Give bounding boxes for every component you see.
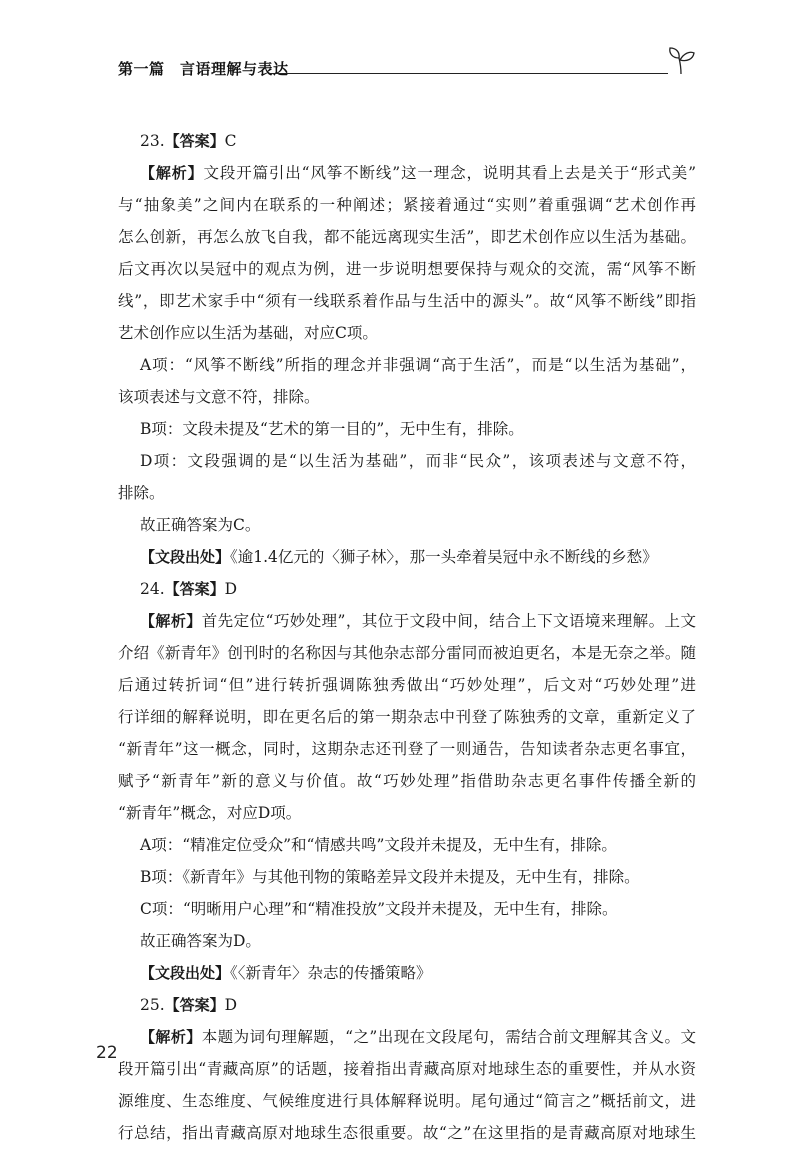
answer-23-text: 23.【答案】C: [140, 132, 237, 150]
analysis-24-line-5: “新青年”这一概念，同时，这期杂志还刊登了一则通告，告知读者杂志更名事宜，: [118, 740, 696, 758]
option-a-24: A项：“精准定位受众”和“情感共鸣”文段并未提及，无中生有，排除。: [140, 836, 617, 854]
section-tag: 【文段出处】: [140, 964, 231, 982]
source-24: 【文段出处】《〈新青年〉杂志的传播策略》: [140, 964, 432, 982]
answer-heading-24: 24.【答案】D: [140, 580, 238, 598]
option-d-23-line-2: 排除。: [118, 484, 165, 502]
page-body: [118, 125, 696, 1149]
analysis-23-line-6: 艺术创作应以生活为基础，对应C项。: [118, 324, 378, 342]
option-b-23: B项：文段未提及“艺术的第一目的”，无中生有，排除。: [140, 420, 524, 438]
answer-heading-25: 25.【答案】D: [140, 996, 238, 1014]
option-a-23-line-2: 该项表述与文意不符，排除。: [118, 388, 320, 406]
conclusion-24: 故正确答案为D。: [140, 932, 261, 950]
option-d-23-line-1: D项：文段强调的是“以生活为基础”，而非“民众”，该项表述与文意不符，: [140, 452, 696, 470]
answer-heading-23: [118, 125, 696, 157]
analysis-24-line-4: 行详细的解释说明，即在更名后的第一期杂志中刊登了陈独秀的文章，重新定义了: [118, 708, 696, 726]
analysis-25-line-3: 源维度、生态维度、气候维度进行具体解释说明。尾句通过“简言之”概括前文，进: [118, 1092, 696, 1110]
sprout-icon: [666, 44, 696, 76]
option-b-24: B项：《新青年》与其他刊物的策略差异文段并未提及，无中生有，排除。: [140, 868, 640, 886]
section-tag: 【解析】: [140, 164, 204, 182]
analysis-25-line-4: 行总结，指出青藏高原对地球生态很重要。故“之”在这里指的是青藏高原对地球生: [118, 1124, 696, 1142]
section-tag: 【答案】: [164, 132, 225, 150]
analysis-25-line-2: 段开篇引出“青藏高原”的话题，接着指出青藏高原对地球生态的重要性，并从水资: [118, 1060, 696, 1078]
source-23: 【文段出处】《逾1.4亿元的〈狮子林〉，那一头牵着吴冠中永不断线的乡愁》: [140, 548, 658, 566]
section-tag: 【答案】: [164, 580, 225, 598]
analysis-23-line-1: 【解析】文段开篇引出“风筝不断线”这一理念，说明其看上去是关于“形式美”: [140, 164, 696, 182]
analysis-23-line-2: 与“抽象美”之间内在联系的一种阐述；紧接着通过“实则”着重强调“艺术创作再: [118, 196, 696, 214]
page-number: 22: [96, 1043, 118, 1063]
section-tag: 【文段出处】: [140, 548, 231, 566]
section-title: 第一篇 言语理解与表达: [118, 60, 289, 78]
running-header: [118, 58, 696, 86]
analysis-24-line-3: 后通过转折词“但”进行转折强调陈独秀做出“巧妙处理”，后文对“巧妙处理”进: [118, 676, 696, 694]
analysis-23-line-3: 怎么创新，再怎么放飞自我，都不能远离现实生活”，即艺术创作应以生活为基础。: [118, 228, 696, 246]
conclusion-23: 故正确答案为C。: [140, 516, 261, 534]
analysis-24-line-6: 赋予“新青年”新的意义与价值。故“巧妙处理”指借助杂志更名事件传播全新的: [118, 772, 696, 790]
analysis-24-line-7: “新青年”概念，对应D项。: [118, 804, 302, 822]
header-rule: [270, 73, 668, 74]
option-a-23-line-1: A项：“风筝不断线”所指的理念并非强调“高于生活”，而是“以生活为基础”，: [140, 356, 696, 374]
analysis-23-line-4: 后文再次以吴冠中的观点为例，进一步说明想要保持与观众的交流，需“风筝不断: [118, 260, 696, 278]
option-c-24: C项：“明晰用户心理”和“精准投放”文段并未提及，无中生有，排除。: [140, 900, 618, 918]
section-tag: 【答案】: [164, 996, 225, 1014]
section-tag: 【解析】: [140, 612, 202, 630]
section-tag: 【解析】: [140, 1028, 202, 1046]
analysis-24-line-1: 【解析】首先定位“巧妙处理”，其位于文段中间，结合上下文语境来理解。上文: [140, 612, 696, 630]
analysis-25-line-1: 【解析】本题为词句理解题，“之”出现在文段尾句，需结合前文理解其含义。文: [140, 1028, 696, 1046]
analysis-24-line-2: 介绍《新青年》创刊时的名称因与其他杂志部分雷同而被迫更名，本是无奈之举。随: [118, 644, 696, 662]
analysis-23-line-5: 线”，即艺术家手中“须有一线联系着作品与生活中的源头”。故“风筝不断线”即指: [118, 292, 696, 310]
